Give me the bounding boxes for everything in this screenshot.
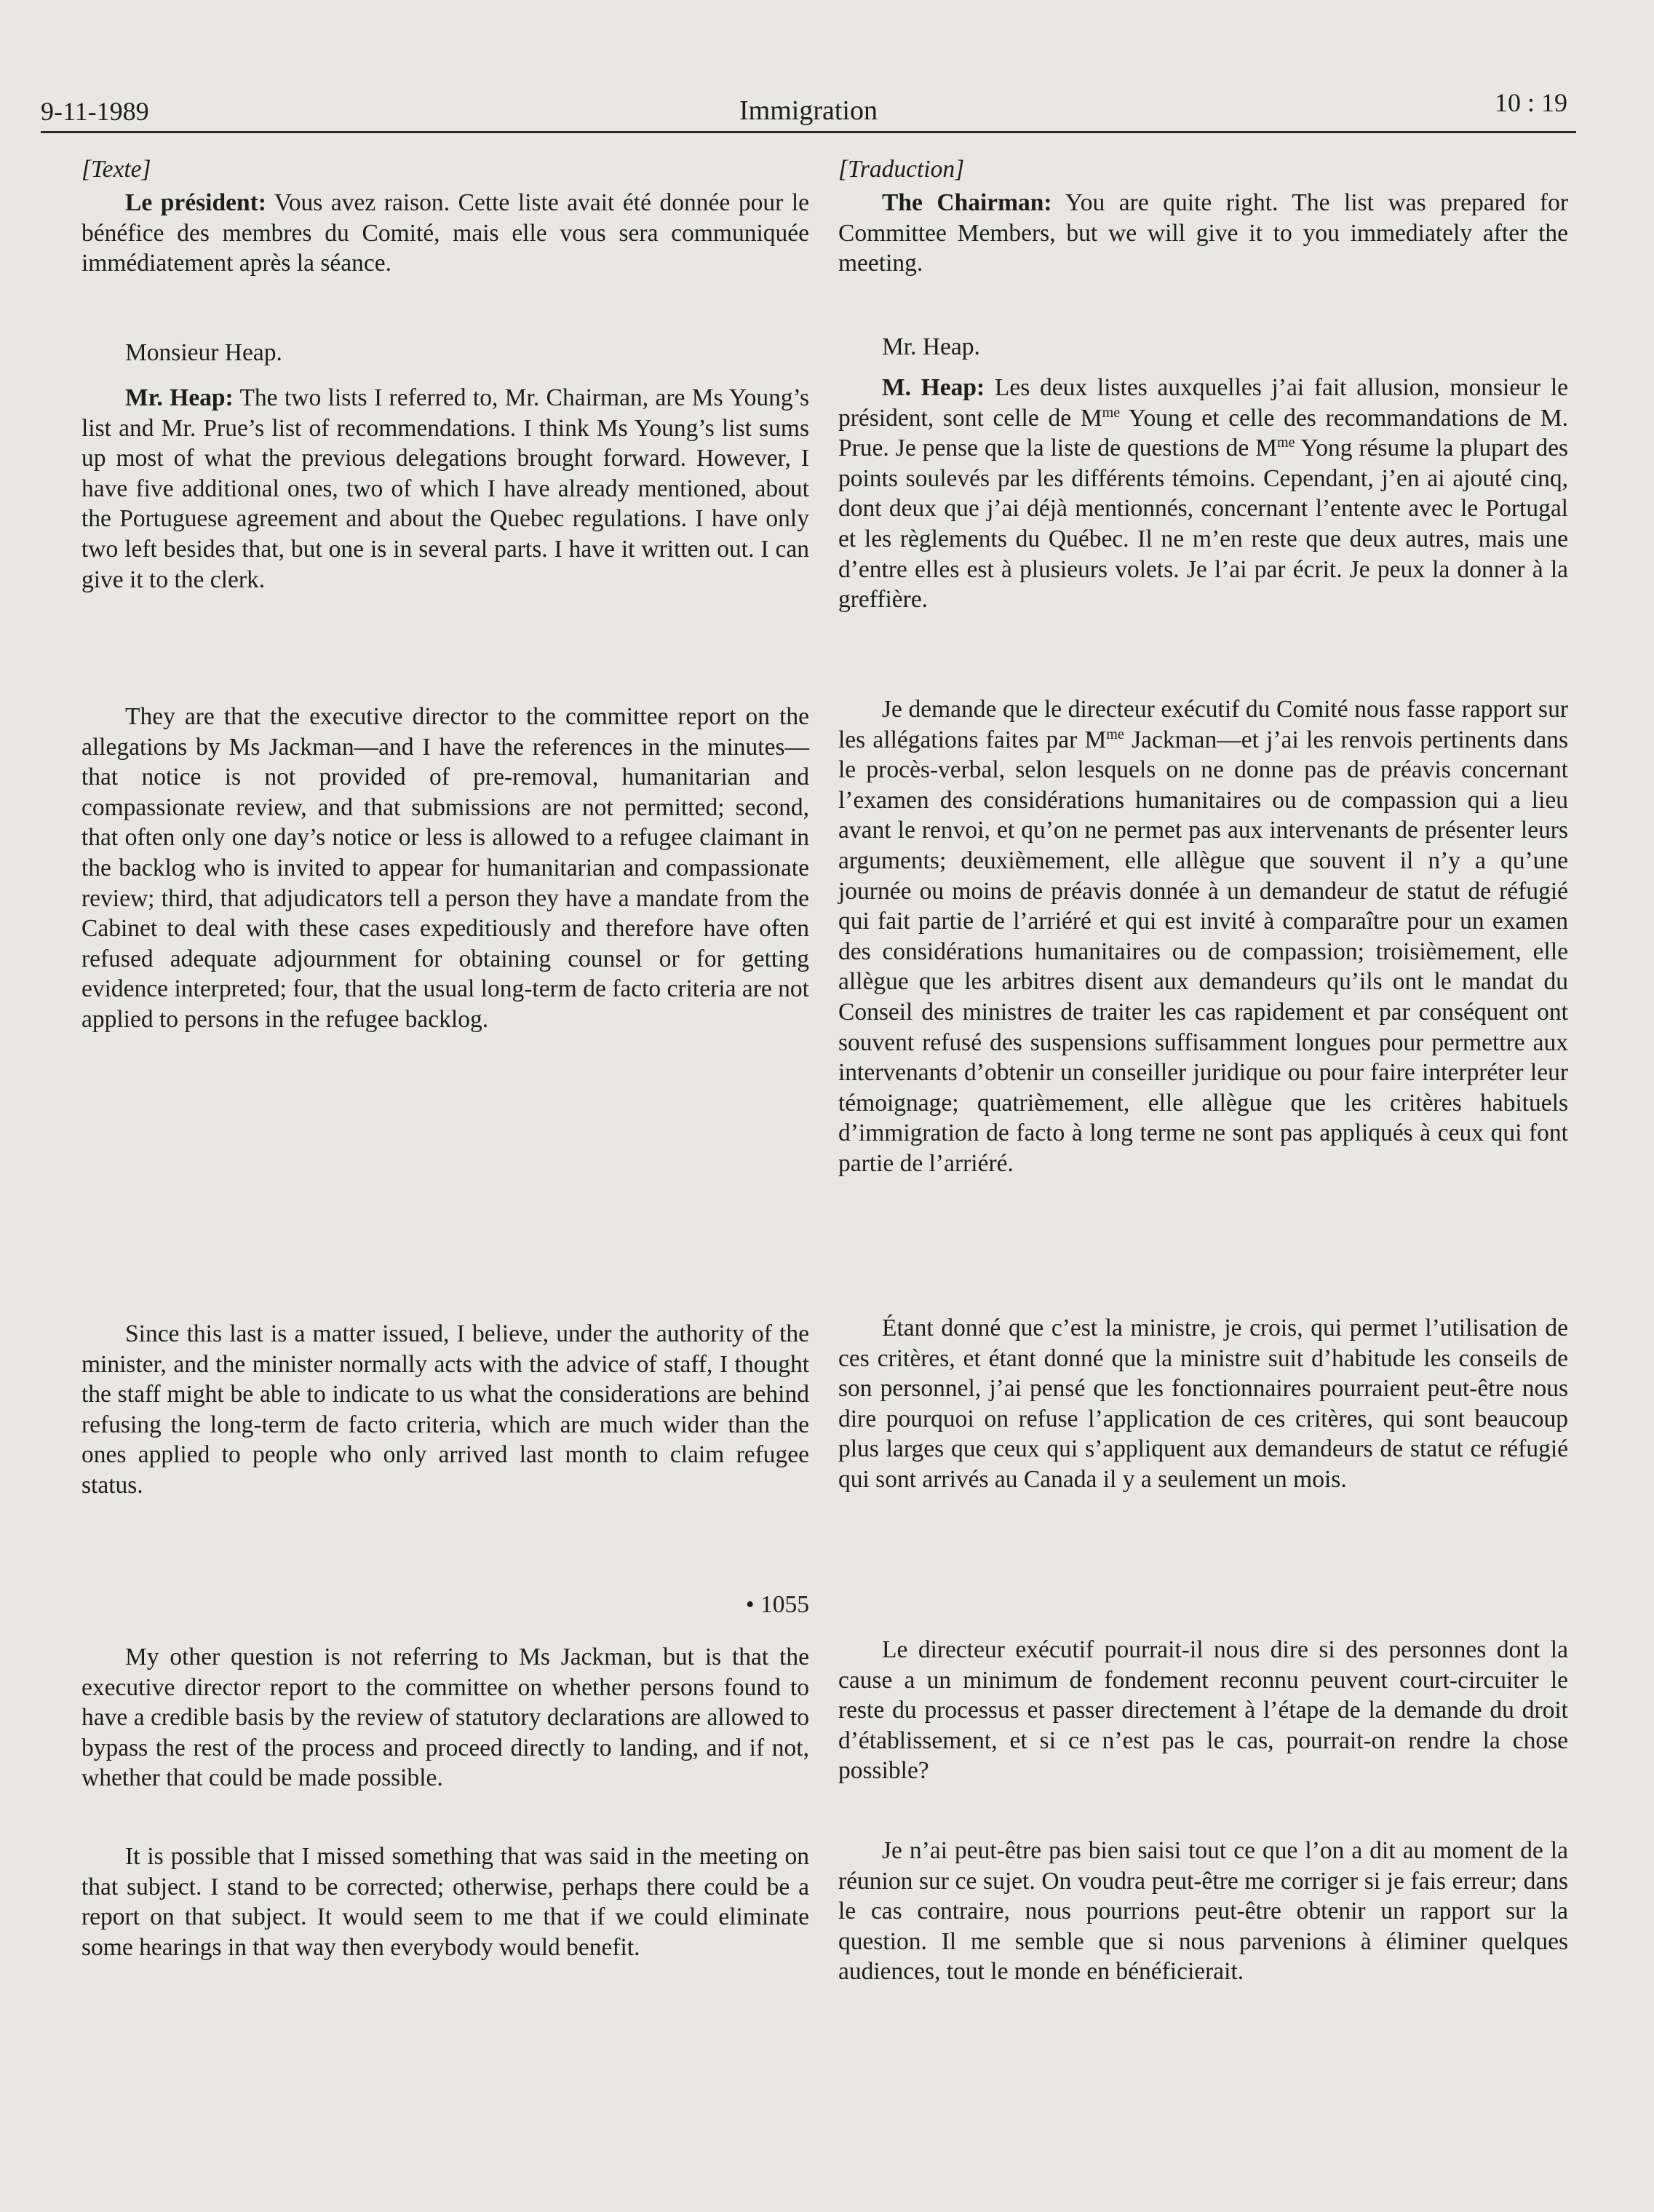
paragraph-text: You are quite right. The list was prepared for Committee Members, but we will give it to you immediately after the meeting. — [838, 189, 1568, 277]
text-tag: [Texte] — [81, 156, 151, 183]
speaker-name: The Chairman: — [882, 189, 1052, 216]
paragraph-audiences: Je n’ai peut-être pas bien saisi tout ce que l’on a dit au moment de la réunion sur ce sujet. On voudra peut-être me corriger si je fais erreur; dans le cas contraire, nous pourrions peut-être obtenir un rapport sur la question. Il me semble que si nous parvenions à éliminer quelques audiences, tout le monde en bénéficierait. — [838, 1837, 1568, 1986]
superscript: me — [1277, 435, 1295, 451]
paragraph-text: Vous avez raison. Cette liste avait été donnée pour le bénéfice des membres du Comité, mais elle vous sera communiquée immédiatement après la séance. — [81, 189, 809, 277]
speaker-name: M. Heap: — [882, 374, 985, 401]
paragraph-text: Young et celle des recommandations de M. Prue. Je pense que la liste de questions de M — [838, 404, 1568, 462]
paragraph-heap-lists — [81, 383, 809, 595]
superscript: me — [1102, 404, 1121, 421]
paragraph-chairman-en — [838, 188, 1568, 279]
paragraph-credible-basis: My other question is not referring to Ms Jackman, but is that the executive director report to the committee on whether persons found to have a credible basis by the review of statutory declarations are allowed to bypass the rest of the process and proceed directly to landing, and if not, whether that could be made possible. — [81, 1644, 809, 1792]
paragraph-text: Yong résume la plupart des points soulevés par les différents témoins. Cependant, j’en ai ajouté cinq, dont deux que j’ai déjà mentionnés, concernant l’entente avec le Portugal et les règlements du Québec. Il ne m’en reste que deux autres, mais une d’entre elles est à plusieurs volets. Je l’ai par écrit. Je peux la donner à la greffière. — [838, 435, 1568, 614]
paragraph-call-heap: Monsieur Heap. — [125, 339, 282, 366]
paragraph-text: Les deux listes auxquelles j’ai fait allusion, monsieur le président, sont celle de M — [838, 374, 1568, 432]
paragraph-text: The two lists I referred to, Mr. Chairman, are Ms Young’s list and Mr. Prue’s list of recommendations. I think Ms Young’s list sums up most of what the previous delegations brought forward. However, I have five additional ones, two of which I have already mentioned, about the Portuguese agreement and about the Quebec regulations. I have only two left besides that, but one is in several parts. I have it written out. I can give it to the clerk. — [81, 384, 809, 593]
paragraph-criteres: Étant donné que c’est la ministre, je crois, qui permet l’utilisation de ces critères, et étant donné que la ministre suit d’habitude les conseils de son personnel, j’ai pensé que les fonctionnaires pourraient peut-être nous dire pourquoi on refuse l’application de ces critères, qui sont beaucoup plus larges que ceux qui s’appliquent aux demandeurs de statut ce réfugié qui sont arrivés au Canada il y a seulement un mois. — [838, 1315, 1568, 1493]
running-header — [41, 86, 1576, 133]
paragraph-fondement: Le directeur exécutif pourrait-il nous dire si des personnes dont la cause a un minimum de fondement reconnu peuvent court-circuiter le reste du processus et passer directement à l’étape de la demande du droit d’établissement, et si ce n’est pas le cas, pourrait-on rendre la chose possible? — [838, 1636, 1568, 1785]
paragraph-text: Je demande que le directeur exécutif du Comité nous fasse rapport sur les allégations faites par M — [838, 696, 1568, 753]
paragraph-chairman-fr — [81, 188, 809, 279]
header-date: 9-11-1989 — [41, 97, 149, 126]
paragraph-allegations-fr — [838, 694, 1568, 1179]
paragraph-text: Jackman—et j’ai les renvois pertinents dans le procès-verbal, selon lesquels on ne donne pas de préavis concernant l’examen des considérations humanitaires ou de compassion qui a lieu avant le renvoi, et qu’on ne permet pas aux intervenants de présenter leurs arguments; deuxièmement, elle allègue que souvent il n’y a qu’une journée ou moins de préavis donnée à un demandeur de statut de réfugié qui fait partie de l’arriéré et qui est invité à comparaître pour un examen des considérations humanitaires ou de compassion; troisièmement, elle allègue que les arbitres disent aux demandeurs qu’ils ont le mandat du Conseil des ministres de traiter les cas rapidement et par conséquent ont souvent refusé des suspensions suffisamment longues pour permettre aux intervenants d’obtenir un conseiller juridique ou pour faire interpréter leur témoignage; quatrièmement, elle allègue que les critères habituels d’immigration de facto à long terme ne sont pas appliqués à ceux qui font partie de l’arriéré. — [838, 726, 1568, 1177]
superscript: me — [1106, 726, 1124, 742]
header-title: Immigration — [739, 95, 878, 126]
paragraph-allegations: They are that the executive director to the committee report on the allegations by Ms Jackman—and I have the references in the minutes—that notice is not provided of pre-removal, humanitarian and compassionate review, and that submissions are not permitted; second, that often only one day’s notice or less is allowed to a refugee claimant in the backlog who is invited to appear for humanitarian and compassionate review; third, that adjudicators tell a person they have a mandate from the Cabinet to deal with these cases expeditiously and therefore have often refused adequate adjournment for obtaining counsel or for getting evidence interpreted; four, that the usual long-term de facto criteria are not applied to persons in the refugee backlog. — [81, 703, 809, 1033]
paragraph-hearings: It is possible that I missed something that was said in the meeting on that subject. I stand to be corrected; otherwise, perhaps there could be a report on that subject. It would seem to me that if we could eliminate some hearings in that way then everybody would benefit. — [81, 1843, 809, 1961]
paragraph-heap-listes — [838, 373, 1568, 615]
speaker-name: Le président: — [125, 189, 266, 216]
timestamp: • 1055 — [745, 1591, 809, 1618]
translation-tag: [Traduction] — [838, 156, 965, 183]
paragraph-criteria: Since this last is a matter issued, I believe, under the authority of the minister, and the minister normally acts with the advice of staff, I thought the staff might be able to indicate to us what the considerations are behind refusing the long-term de facto criteria, which are much wider than the ones applied to people who only arrived last month to claim refugee status. — [81, 1320, 809, 1499]
page-number: 10 : 19 — [1494, 88, 1567, 117]
paragraph-call-heap: Mr. Heap. — [882, 333, 980, 360]
speaker-name: Mr. Heap: — [125, 384, 234, 411]
